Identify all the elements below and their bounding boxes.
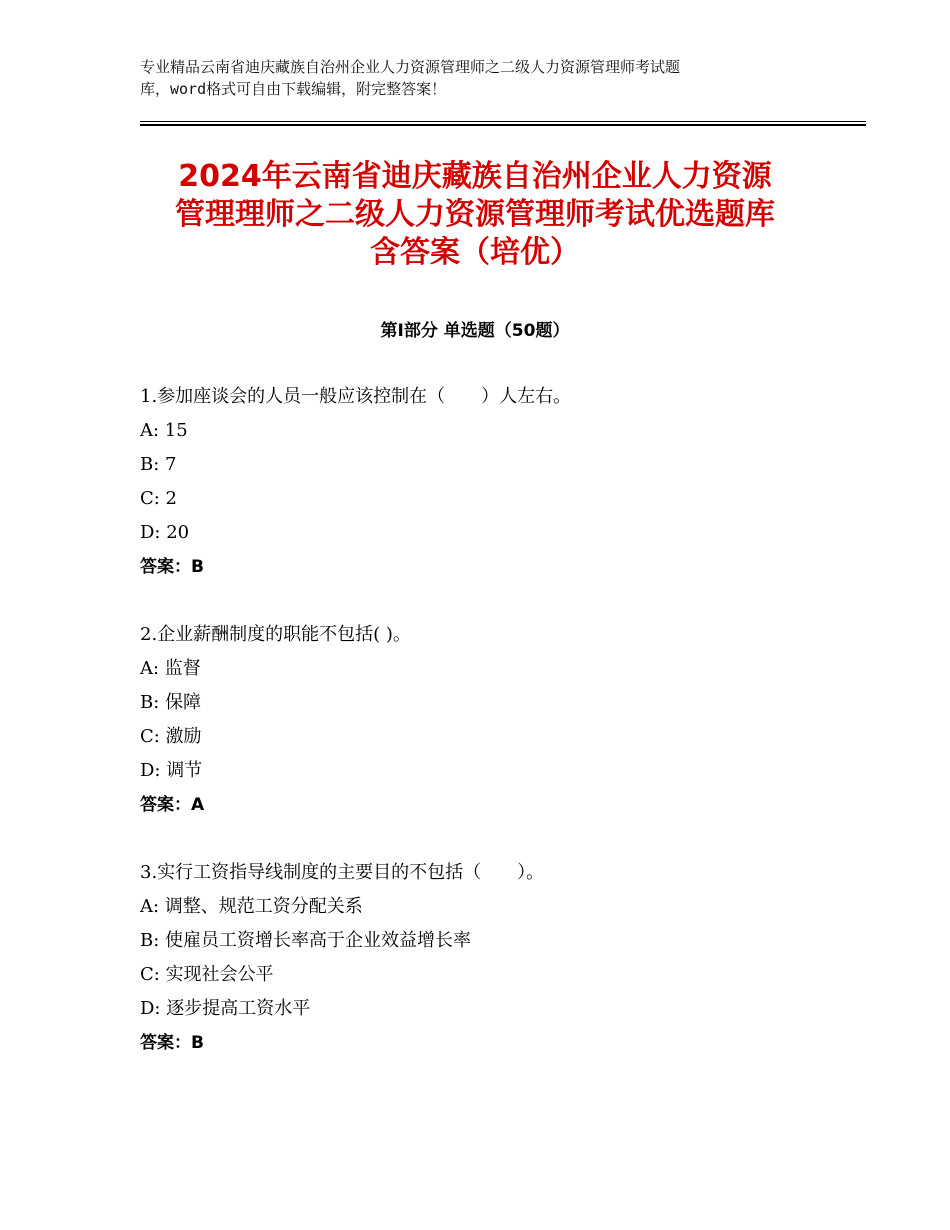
option-c: C: 激励 [140,726,202,747]
question-3 [140,856,860,1060]
answer-line: 答案：B [140,557,204,577]
option-b: B: 使雇员工资增长率高于企业效益增长率 [140,930,472,951]
answer-line: 答案：A [140,795,205,815]
option-c: C: 2 [140,488,178,509]
option-d: D: 调节 [140,760,203,781]
question-list [140,380,860,1094]
title-line-2: 管理理师之二级人力资源管理师考试优选题库 [175,197,775,232]
question-stem: 2.企业薪酬制度的职能不包括( )。 [140,624,411,645]
option-b: B: 保障 [140,692,202,713]
option-a: A: 15 [140,420,188,441]
header-note-line-1: 专业精品云南省迪庆藏族自治州企业人力资源管理师之二级人力资源管理师考试题 [140,58,681,76]
title-line-3: 含答案（培优） [370,235,580,270]
header-rule-thin [140,121,866,122]
header-note-line-2: 库，word格式可自由下载编辑，附完整答案！ [140,80,447,98]
answer-line: 答案：B [140,1033,204,1053]
option-a: A: 调整、规范工资分配关系 [140,896,363,917]
question-2 [140,618,860,822]
header-rule-thick [140,124,866,126]
header-note [140,56,830,100]
title-line-1: 2024年云南省迪庆藏族自治州企业人力资源 [178,159,772,194]
option-b: B: 7 [140,454,177,475]
question-stem: 1.参加座谈会的人员一般应该控制在（ ）人左右。 [140,386,572,407]
option-a: A: 监督 [140,658,201,679]
option-d: D: 逐步提高工资水平 [140,998,311,1019]
option-d: D: 20 [140,522,190,543]
document-title [120,158,830,272]
section-heading: 第Ⅰ部分 单选题（50题） [380,321,570,341]
option-c: C: 实现社会公平 [140,964,274,985]
question-stem: 3.实行工资指导线制度的主要目的不包括（ ）。 [140,862,545,883]
question-1 [140,380,860,584]
